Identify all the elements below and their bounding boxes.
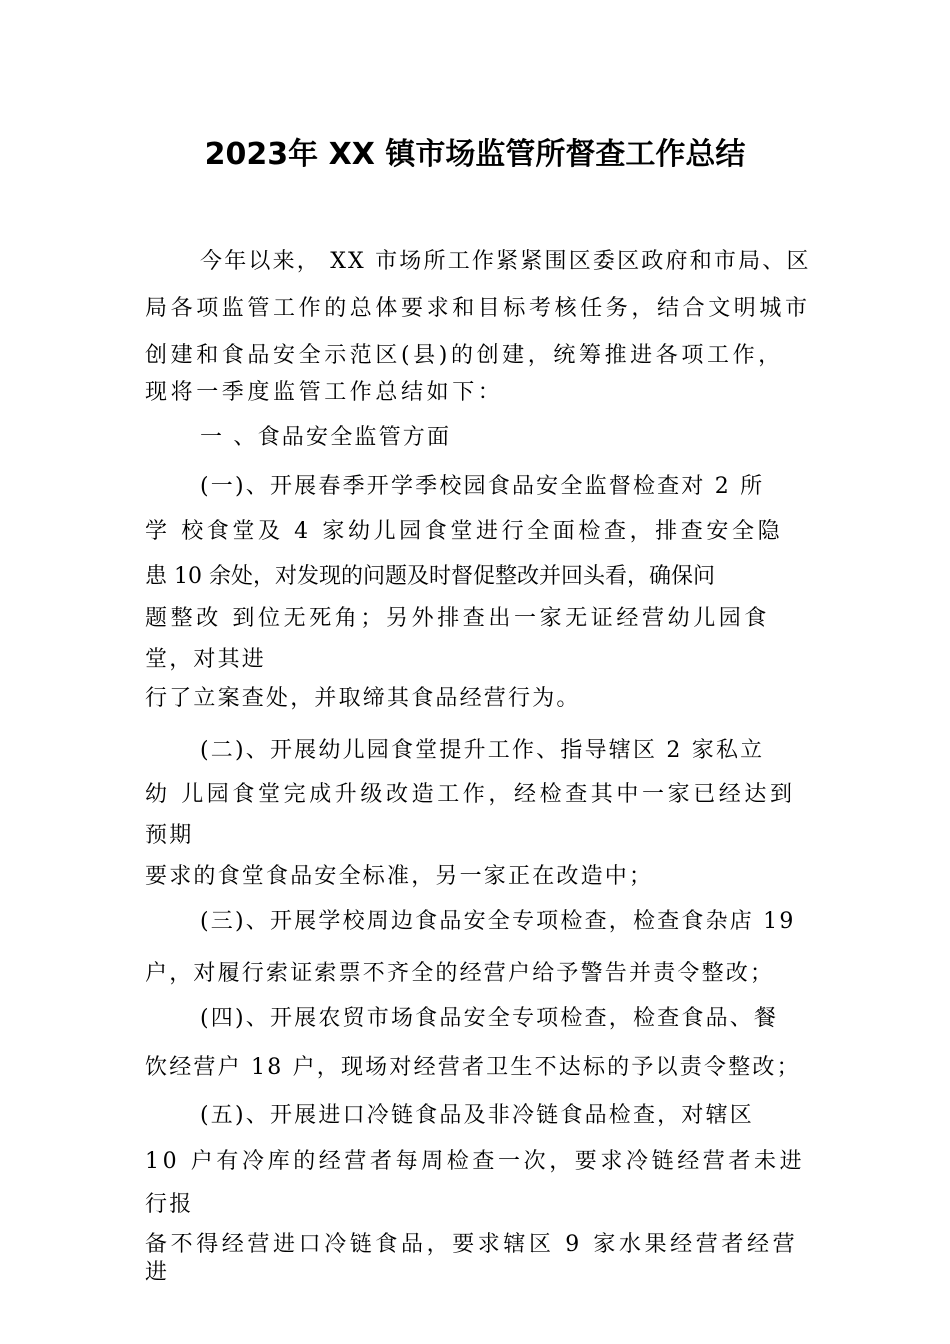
- paragraph-line: 户，对履行索证索票不齐全的经营户给予警告并责令整改；: [145, 961, 775, 986]
- section-heading: 一 、食品安全监管方面: [200, 425, 452, 450]
- paragraph-line: 饮经营户 18 户，现场对经营者卫生不达标的予以责令整改；: [145, 1055, 801, 1080]
- paragraph-line: 行了立案查处，并取缔其食品经营行为。: [145, 686, 581, 711]
- paragraph-line: (四)、开展农贸市场食品安全专项检查，检查食品、餐: [200, 1006, 779, 1031]
- paragraph-line: 题整改 到位无死角；另外排查出一家无证经营幼儿园食: [145, 606, 770, 631]
- paragraph-line: 学 校食堂及 4 家幼儿园食堂进行全面检查，排查安全隐: [145, 519, 784, 544]
- paragraph-line: 预期: [145, 823, 194, 848]
- paragraph-line: 局各项监管工作的总体要求和目标考核任务，结合文明城市: [145, 296, 811, 321]
- document-title: 2023年 XX 镇市场监管所督查工作总结: [204, 137, 746, 172]
- paragraph-line: (一)、开展春季开学季校园食品安全监督检查对 2 所: [200, 474, 765, 499]
- paragraph-line: 幼 儿园食堂完成升级改造工作，经检查其中一家已经达到: [145, 782, 796, 807]
- paragraph-line: 备不得经营进口冷链食品，要求辖区 9 家水果经营者经营: [145, 1232, 799, 1257]
- paragraph-line: 进: [145, 1260, 170, 1285]
- paragraph-line: 行报: [145, 1192, 194, 1217]
- paragraph-line: 现将一季度监管工作总结如下：: [145, 380, 504, 405]
- paragraph-line: (二)、开展幼儿园食堂提升工作、指导辖区 2 家私立: [200, 738, 765, 763]
- paragraph-line: 堂，对其进: [145, 647, 267, 672]
- paragraph-line: 要求的食堂食品安全标准，另一家正在改造中；: [145, 864, 654, 889]
- paragraph-line: 今年以来， XX 市场所工作紧紧围区委区政府和市局、区: [200, 249, 811, 274]
- paragraph-line: (五)、开展进口冷链食品及非冷链食品检查，对辖区: [200, 1103, 754, 1128]
- paragraph-line: 10 户有冷库的经营者每周检查一次，要求冷链经营者未进: [145, 1149, 806, 1174]
- paragraph-line: (三)、开展学校周边食品安全专项检查，检查食杂店 19: [200, 909, 796, 934]
- paragraph-line: 创建和食品安全示范区(县)的创建，统筹推进各项工作，: [145, 343, 784, 368]
- paragraph-line: 患 10 余处，对发现的问题及时督促整改并回头看，确保问: [145, 564, 715, 589]
